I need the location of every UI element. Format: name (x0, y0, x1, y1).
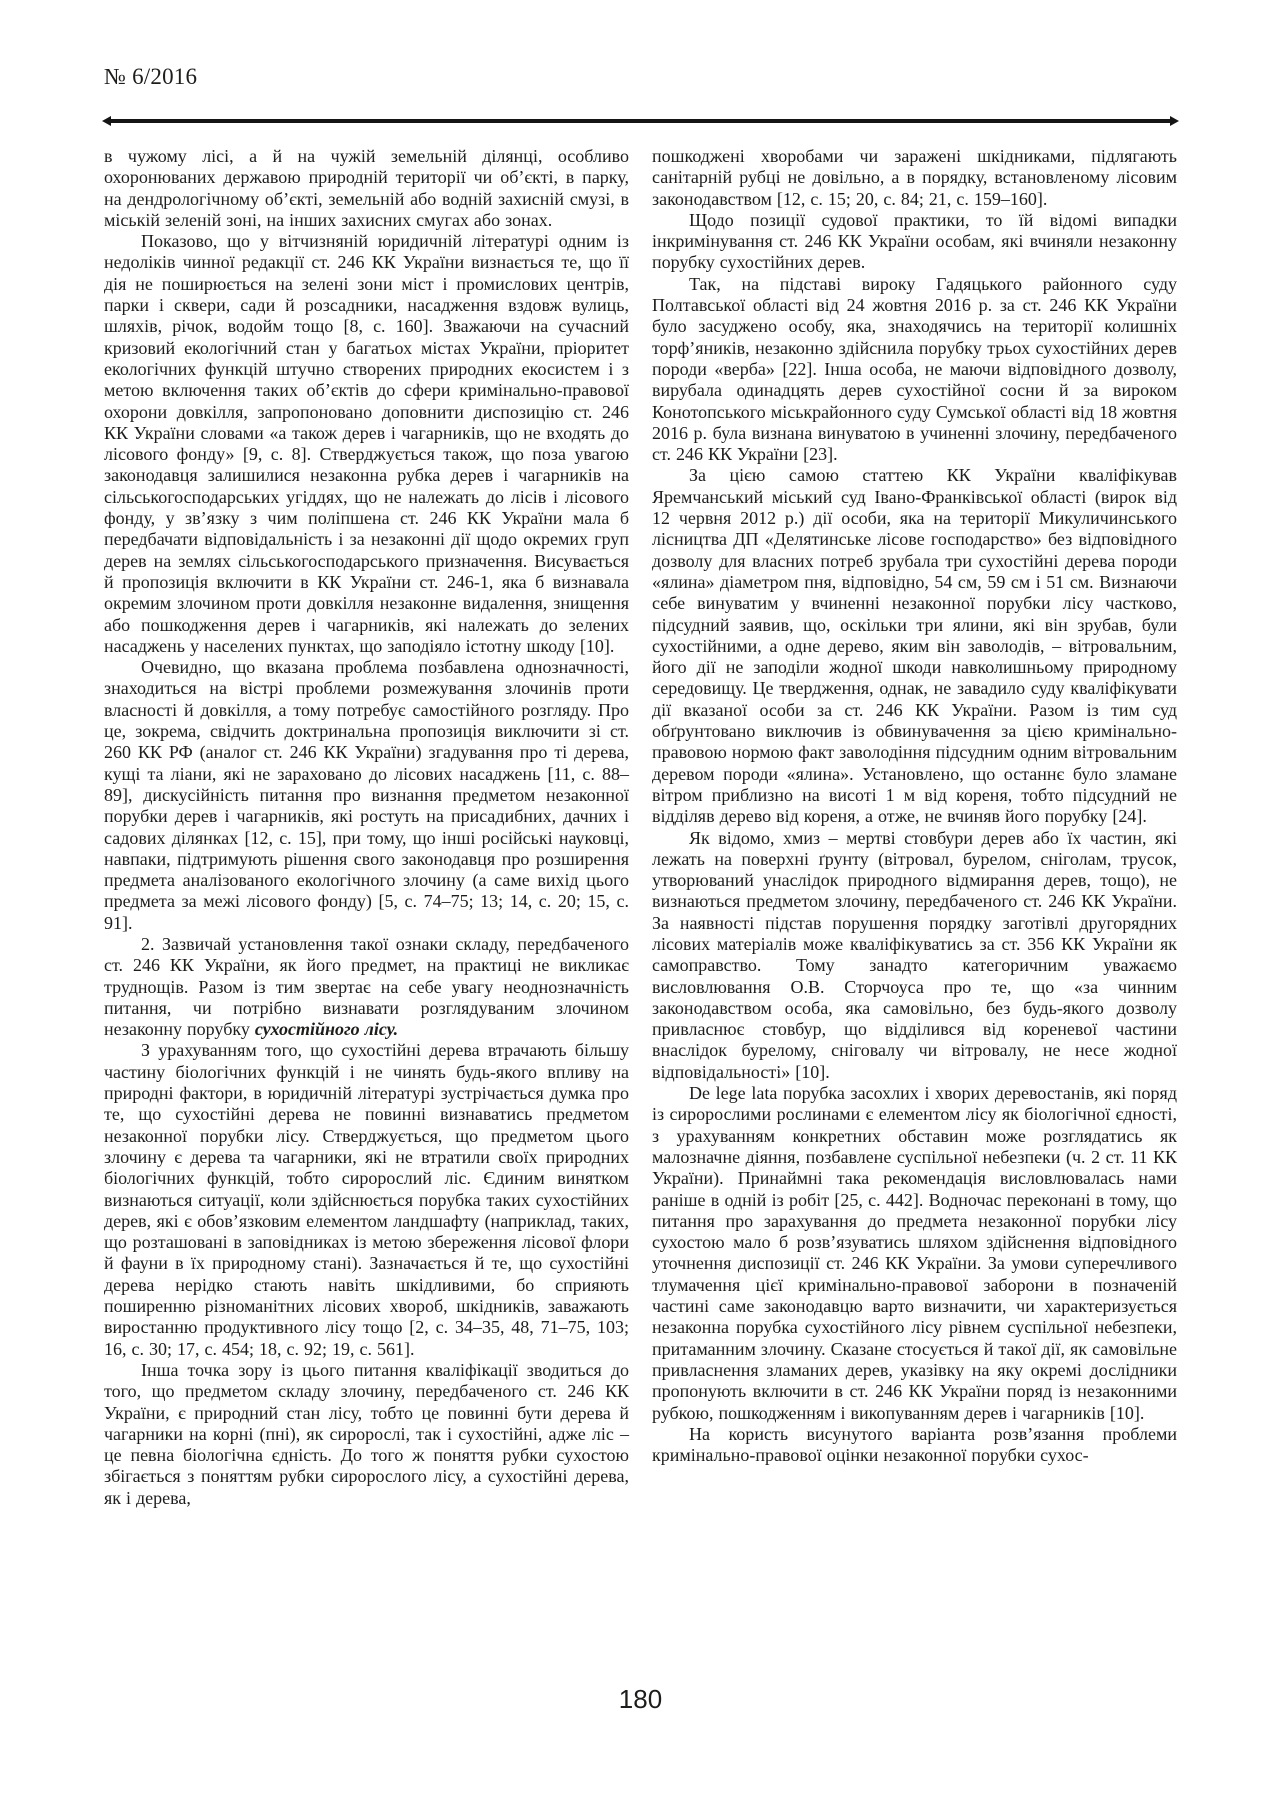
paragraph (104, 934, 629, 1040)
divider-left-arrow-icon (102, 116, 111, 126)
divider-right-arrow-icon (1170, 116, 1179, 126)
left-column (104, 146, 629, 1509)
paragraph: Очевидно, що вказана проблема позбавлена однозначності, знаходиться на вістрі проблеми розмежування злочинів проти власності й довкілля, а тому потребує самостійного розгляду. Про це, зокрема, свідчить доктринальна пропозиція виключити зі ст. 260 КК РФ (аналог ст. 246 КК України) згадування про ті дерева, кущі та ліани, які не зараховано до лісових насаджень [11, с. 88–89], дискусійність питання про визнання предметом незаконної порубки дерев і чагарників, які ростуть на присадибних, дачних і садових ділянках [12, с. 15], при тому, що інші російські науковці, навпаки, підтримують рішення свого законодавця про розширення предмета аналізованого екологічного злочину (а саме вихід цього предмета за межі лісового фонду) [5, с. 74–75; 13; 14, с. 20; 15, с. 91]. (104, 657, 629, 933)
page-number: 180 (618, 1684, 663, 1714)
paragraph: Так, на підставі вироку Гадяцького районного суду Полтавської області від 24 жовтня 2016 р. за ст. 246 КК України було засуджено особу, яка, знаходячись на території колишніх торф’яників, незаконно здійснила порубку трьох сухостійних дерев породи «верба» [22]. Інша особа, не маючи відповідного дозволу, вирубала одинадцять дерев сухостійної сосни й за вироком Конотопського міськрайонного суду Сумської області від 18 жовтня 2016 р. була визнана винуватою в учиненні злочину, передбаченого ст. 246 КК України [23]. (652, 273, 1177, 465)
paragraph: З урахуванням того, що сухостійні дерева втрачають більшу частину біологічних функцій і не чинять будь-якого впливу на природні фактори, в юридичній літературі зустрічається думка про те, що сухостійні дерева не повинні визнаватись предметом незаконної порубки лісу. Стверджується, що предметом цього злочину є дерева та чагарники, які не втратили своїх природних біологічних функцій, тобто сиророслий ліс. Єдиним винятком визнаються ситуації, коли здійснюється порубка таких сухостійних дерев, які є обов’язковим елементом ландшафту (наприклад, таких, що розташовані в заповідниках із метою збереження лісової флори й фауни в їх природному стані). Зазначається й те, що сухостійні дерева нерідко стають навіть шкідливими, бо сприяють поширенню різноманітних лісових хвороб, шкідників, заважають виростанню продуктивного лісу тощо [2, с. 34–35, 48, 71–75, 103; 16, с. 30; 17, с. 454; 18, с. 92; 19, с. 561]. (104, 1040, 629, 1359)
paragraph: Показово, що у вітчизняній юридичній літературі одним із недоліків чинної редакції ст. 246 КК України визнається те, що її дія не поширюється на зелені зони міст і промислових центрів, парки і сквери, сади й розсадники, насадження вздовж вулиць, шляхів, річок, водойм тощо [8, с. 160]. Зважаючи на сучасний кризовий екологічний стан у багатьох містах України, пріоритет екологічних функцій штучно створених природних екосистем і з метою включення таких об’єктів до сфери кримінально-правової охорони довкілля, запропоновано доповнити диспозицію ст. 246 КК України словами «а також дерев і чагарників, що не входять до лісового фонду» [9, с. 8]. Стверджується також, що поза увагою законодавця залишилися незаконна рубка дерев і чагарників на сільськогосподарських угіддях, що не належать до лісів і лісового фонду, у зв’язку з чим поліпшена ст. 246 КК України мала б передбачати відповідальність і за незаконні дії щодо окремих груп дерев на землях сільськогосподарського призначення. Висувається й пропозиція включити в КК України ст. 246-1, яка б визнавала окремим злочином проти довкілля незаконне видалення, знищення або пошкодження дерев і чагарників, які належать до зелених насаджень у населених пунктах, що заподіяло істотну шкоду [10]. (104, 231, 629, 656)
paragraph: Щодо позиції судової практики, то їй відомі випадки інкримінування ст. 246 КК України особам, які вчиняли незаконну порубку сухостійних дерев. (652, 209, 1177, 273)
paragraph-text: 2. Зазвичай установлення такої ознаки складу, передбаченого ст. 246 КК України, як його предмет, на практиці не викликає труднощів. Разом із тим звертає на себе увагу неоднозначність питання, чи потрібно визнавати розглядуваним злочином незаконну порубку (104, 933, 629, 1040)
page-footer (104, 1684, 1177, 1715)
header-divider (110, 119, 1171, 123)
paragraph: За цією самою статтею КК України кваліфікував Яремчанський міський суд Івано-Франківської області (вирок від 12 червня 2012 р.) дії особи, яка на території Микуличинського лісництва ДП «Делятинське лісове господарство» без відповідного дозволу для власних потреб зрубала три сухостійні дерева породи «ялина» діаметром пня, відповідно, 54 см, 59 см і 51 см. Визнаючи себе винуватим у вчиненні незаконної порубки лісу частково, підсудний заявив, що, оскільки три ялини, які він зрубав, були сухостійними, а одне дерево, яким він заволодів, – вітровальним, його дії не заподіли жодної шкоди навколишньому природному середовищу. Це твердження, однак, не завадило суду кваліфікувати дії вказаної особи за ст. 246 КК України. Разом із тим суд обґрунтовано виключив із обвинувачення за цією кримінально-правовою нормою факт заволодіння підсудним одним вітровальним деревом породи «ялина». Установлено, що останнє було зламане вітром приблизно на висоті 1 м від кореня, тобто підсудний не відділяв дерево від кореня, а отже, не вчиняв його порубку [24]. (652, 465, 1177, 827)
paragraph: На користь висунутого варіанта розв’язання проблеми кримінально-правової оцінки незаконної порубки сухос- (652, 1423, 1177, 1466)
right-column (652, 146, 1177, 1509)
article-body (104, 146, 1177, 1509)
paragraph: пошкоджені хворобами чи заражені шкідниками, підлягають санітарній рубці не довільно, а в порядку, встановленому лісовим законодавством [12, с. 15; 20, с. 84; 21, с. 159–160]. (652, 146, 1177, 209)
paragraph: Інша точка зору із цього питання кваліфікації зводиться до того, що предметом складу злочину, передбаченого ст. 246 КК України, є природний стан лісу, тобто це повинні бути дерева й чагарники на корні (пні), як сиророслі, так і сухостійні, адже ліс – це певна біологічна єдність. До того ж поняття рубки сухостою збігається з поняттям рубки сиророслого лісу, а сухостійні дерева, як і дерева, (104, 1359, 629, 1508)
paragraph: De lege lata порубка засохлих і хворих деревостанів, які поряд із сиророслими рослинами є елементом лісу як біологічної єдності, з урахуванням конкретних обставин може розглядатись як малозначне діяння, позбавлене суспільної небезпеки (ч. 2 ст. 11 КК України). Принаймні така рекомендація висловлювалась нами раніше в одній із робіт [25, с. 442]. Водночас переконані в тому, що питання про зарахування до предмета незаконної порубки лісу сухостою мало б розв’язуватись шляхом здійснення відповідного уточнення диспозиції ст. 246 КК України. За умови суперечливого тлумачення цієї кримінально-правової заборони в позначеній частині саме законодавцю варто визначити, чи характеризується незаконна порубка сухостійного лісу рівнем суспільної небезпеки, притаманним злочину. Сказане стосується й такої дії, як самовільне привласнення зламаних дерев, указівку на яку окремі дослідники пропонують включити в ст. 246 КК України поряд із незаконними рубкою, пошкодженням і викопуванням дерев і чагарників [10]. (652, 1083, 1177, 1423)
paragraph: в чужому лісі, а й на чужій земельній ділянці, особливо охоронюваних державою природній території чи об’єкті, в парку, на дендрологічному об’єкті, земельній або водній захисній смузі, в міській зеленій зоні, на інших захисних смугах або зонах. (104, 146, 629, 230)
paragraph: Як відомо, хмиз – мертві стовбури дерев або їх частин, які лежать на поверхні ґрунту (вітровал, бурелом, сніголам, трусок, утворюваний унаслідок природного відмирання дерев, тощо), не визнаються предметом злочину, передбаченого ст. 246 КК України. За наявності підстав порушення порядку заготівлі другорядних лісових матеріалів може кваліфікуватись за ст. 356 КК України як самоправство. Тому занадто категоричним уважаємо висловлювання О.В. Сторчоуса про те, що «за чинним законодавством особа, яка самовільно, без будь-якого дозволу привласнює стовбур, що відділився від кореневої частини внаслідок бурелому, сніговалу чи вітровалу, не несе жодної відповідальності» [10]. (652, 827, 1177, 1082)
journal-issue-label: № 6/2016 (104, 64, 198, 89)
emphasized-phrase: сухостійного лісу. (254, 1019, 399, 1040)
